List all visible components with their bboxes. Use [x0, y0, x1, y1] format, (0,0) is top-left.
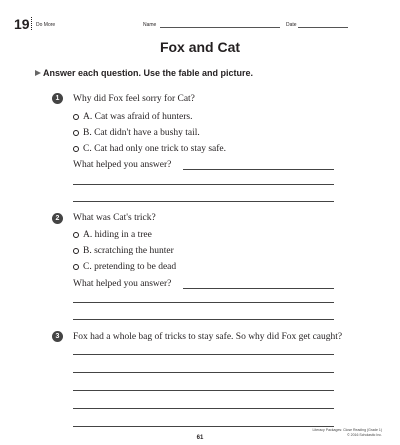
instructions: Answer each question. Use the fable and picture.	[43, 68, 254, 78]
date-label: Date	[286, 22, 297, 28]
footer-page-number: 61	[196, 435, 204, 441]
question-3-answer-line[interactable]	[73, 408, 334, 409]
worksheet-header	[0, 16, 400, 32]
question-2-helper: What helped you answer?	[73, 279, 172, 289]
question-1-number: 1	[52, 93, 63, 104]
question-3-answer-line[interactable]	[73, 426, 334, 427]
question-2-helper-line[interactable]	[183, 288, 334, 289]
date-line[interactable]	[298, 27, 348, 28]
question-2-option-b[interactable]: B. scratching the hunter	[83, 246, 174, 256]
question-2-option-c-radio[interactable]	[73, 264, 79, 270]
question-2-option-b-radio[interactable]	[73, 248, 79, 254]
question-3-answer-line[interactable]	[73, 354, 334, 355]
question-1-helper-line[interactable]	[183, 169, 334, 170]
question-1-option-a-radio[interactable]	[73, 114, 79, 120]
page-number: 19	[14, 16, 30, 32]
question-3-answer-line[interactable]	[73, 372, 334, 373]
question-2-option-a-radio[interactable]	[73, 232, 79, 238]
question-2-answer-line[interactable]	[73, 302, 334, 303]
question-1-option-b[interactable]: B. Cat didn't have a bushy tail.	[83, 128, 200, 138]
question-1-option-b-radio[interactable]	[73, 130, 79, 136]
page-title: Fox and Cat	[159, 39, 241, 55]
question-1-text: Why did Fox feel sorry for Cat?	[73, 94, 195, 104]
question-2-text: What was Cat's trick?	[73, 213, 156, 223]
question-1-answer-line[interactable]	[73, 201, 334, 202]
arrow-icon	[35, 70, 41, 76]
question-2-option-c[interactable]: C. pretending to be dead	[83, 262, 177, 272]
question-2-number: 2	[52, 213, 63, 224]
question-1-option-a[interactable]: A. Cat was afraid of hunters.	[83, 112, 193, 122]
footer-credit	[313, 428, 382, 438]
question-1-option-c[interactable]: C. Cat had only one trick to stay safe.	[83, 144, 226, 154]
question-1-option-c-radio[interactable]	[73, 146, 79, 152]
question-1-helper: What helped you answer?	[73, 160, 172, 170]
question-2-option-a[interactable]: A. hiding in a tree	[83, 230, 152, 240]
question-3-text: Fox had a whole bag of tricks to stay safe. So why did Fox get caught?	[73, 332, 343, 342]
section-label: Do More	[36, 22, 56, 28]
question-3-number: 3	[52, 331, 63, 342]
name-label: Name	[143, 22, 157, 28]
header-divider	[31, 17, 33, 30]
footer-credit-line: Literacy Packages: Close Reading (Grade 1)	[312, 428, 382, 432]
name-line[interactable]	[160, 27, 280, 28]
question-3-answer-line[interactable]	[73, 390, 334, 391]
question-1-answer-line[interactable]	[73, 184, 334, 185]
footer-credit-line: © 2016 Scholastic Inc.	[347, 433, 382, 437]
question-2-answer-line[interactable]	[73, 319, 334, 320]
